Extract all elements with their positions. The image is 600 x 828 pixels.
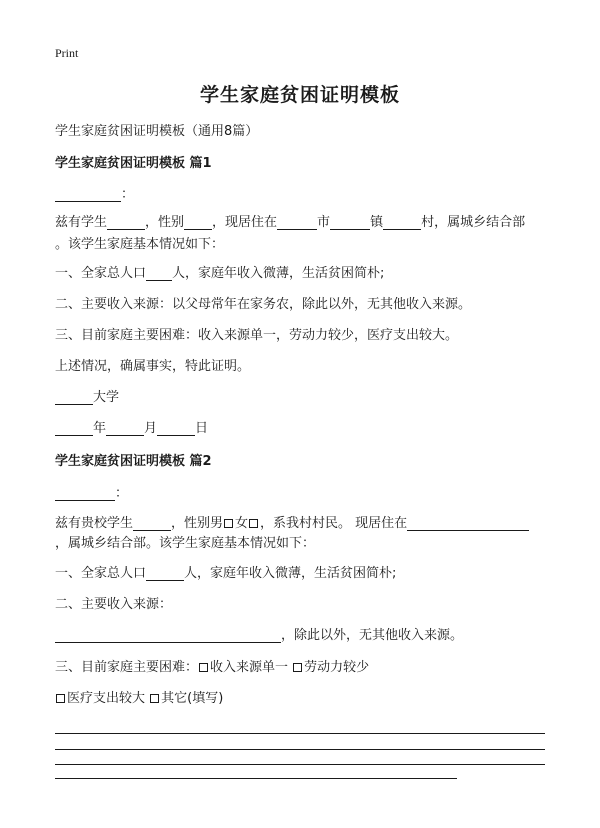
section1-heading: 学生家庭贫困证明模板 篇1 xyxy=(55,156,212,171)
section2-item3-options xyxy=(55,687,223,706)
section1-item3: 三、目前家庭主要困难：收入来源单一，劳动力较少，医疗支出较大。 xyxy=(55,328,459,343)
text-segment: 村，属城乡结合部 xyxy=(421,215,526,230)
document-subtitle: 学生家庭贫困证明模板（通用8篇） xyxy=(55,124,259,139)
income-source-blank xyxy=(55,629,281,643)
year-blank xyxy=(55,422,93,436)
text-segment: 日 xyxy=(195,421,209,436)
text-segment: ，系我村村民。 现居住在 xyxy=(260,516,408,531)
recipient-blank xyxy=(55,487,115,501)
checkbox-other[interactable] xyxy=(150,694,159,703)
text-segment: ，现居住在 xyxy=(212,215,278,230)
student-name-blank xyxy=(133,517,171,531)
text-segment: 月 xyxy=(144,421,158,436)
text-segment: 兹有贵校学生 xyxy=(55,516,134,531)
checkbox-female[interactable] xyxy=(249,519,258,528)
text-segment: ，除此以外，无其他收入来源。 xyxy=(281,628,464,643)
section2-item3 xyxy=(55,656,369,675)
section2-paragraph-line2: ，属城乡结合部。该学生家庭基本情况如下： xyxy=(55,536,316,551)
section1-university xyxy=(55,386,119,405)
fill-in-line xyxy=(55,749,545,750)
household-count-blank xyxy=(146,567,184,581)
section1-paragraph-line2: 。该学生家庭基本情况如下： xyxy=(55,237,225,252)
text-segment: 人，家庭年收入微薄，生活贫困简朴; xyxy=(184,566,397,581)
checkbox-medical-expense[interactable] xyxy=(56,694,65,703)
section2-salutation xyxy=(55,482,128,501)
address-blank xyxy=(407,517,529,531)
fill-in-line xyxy=(55,778,457,779)
section1-item1 xyxy=(55,262,384,281)
text-segment: 市 xyxy=(317,215,331,230)
village-blank xyxy=(383,216,421,230)
student-name-blank xyxy=(107,216,145,230)
option-label: 其它(填写) xyxy=(161,691,224,706)
text-segment: 一、全家总人口 xyxy=(55,566,147,581)
text-segment: 镇 xyxy=(370,215,384,230)
text-segment: 一、全家总人口 xyxy=(55,266,147,281)
text-segment: 兹有学生 xyxy=(55,215,108,230)
section1-date xyxy=(55,417,208,436)
section1-conclusion: 上述情况，确属事实，特此证明。 xyxy=(55,359,251,374)
page-title: 学生家庭贫困证明模板 xyxy=(199,84,400,106)
household-count-blank xyxy=(146,267,172,281)
recipient-blank xyxy=(55,188,121,202)
text-segment: 人，家庭年收入微薄，生活贫困简朴; xyxy=(172,266,385,281)
section2-item2: 二、主要收入来源： xyxy=(55,597,173,612)
town-blank xyxy=(330,216,370,230)
option-label: 劳动力较少 xyxy=(304,660,370,675)
text-segment: ，性别 xyxy=(145,215,185,230)
section2-item1 xyxy=(55,562,396,581)
gender-blank xyxy=(184,216,212,230)
day-blank xyxy=(157,422,195,436)
option-label: 医疗支出较大 xyxy=(67,691,146,706)
section1-paragraph-line1 xyxy=(55,211,525,230)
salutation-colon: ： xyxy=(115,486,129,501)
section1-salutation xyxy=(55,183,134,202)
section2-paragraph-line1 xyxy=(55,512,529,531)
text-segment: 年 xyxy=(93,421,107,436)
checkbox-single-income[interactable] xyxy=(199,663,208,672)
section1-item2: 二、主要收入来源：以父母常年在家务农，除此以外，无其他收入来源。 xyxy=(55,297,472,312)
checkbox-labor-shortage[interactable] xyxy=(293,663,302,672)
fill-in-line xyxy=(55,733,545,734)
print-label[interactable]: Print xyxy=(55,46,79,60)
fill-in-line xyxy=(55,764,545,765)
option-label: 收入来源单一 xyxy=(210,660,289,675)
salutation-colon: ： xyxy=(121,187,135,202)
text-segment: 女 xyxy=(235,516,249,531)
section2-item2-detail xyxy=(55,624,463,643)
text-segment: ，性别男 xyxy=(171,516,224,531)
month-blank xyxy=(106,422,144,436)
text-segment: 大学 xyxy=(93,390,120,405)
city-blank xyxy=(277,216,317,230)
university-blank xyxy=(55,391,93,405)
section2-heading: 学生家庭贫困证明模板 篇2 xyxy=(55,454,212,469)
checkbox-male[interactable] xyxy=(224,519,233,528)
text-segment: 三、目前家庭主要困难： xyxy=(55,660,199,675)
